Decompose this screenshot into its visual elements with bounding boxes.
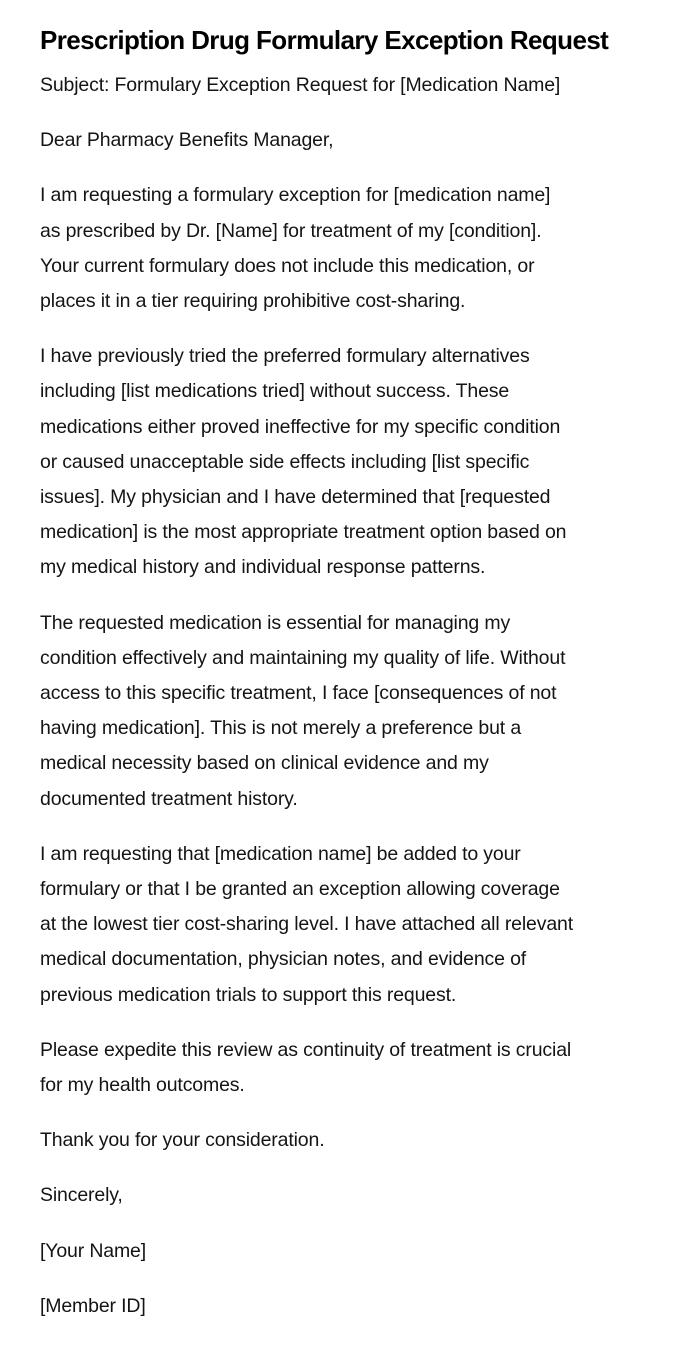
paragraph-line: Your current formulary does not include this medication, or	[40, 254, 535, 277]
paragraph-line: medical necessity based on clinical evidence and my	[40, 752, 489, 775]
paragraph-line: I am requesting that [medication name] be added to your	[40, 842, 521, 865]
paragraph-line: at the lowest tier cost-sharing level. I have attached all relevant	[40, 913, 573, 936]
salutation	[40, 123, 660, 158]
document-title: Prescription Drug Formulary Exception Request	[40, 25, 609, 55]
paragraph-line: for my health outcomes.	[40, 1074, 245, 1097]
paragraph-line: my medical history and individual response patterns.	[40, 556, 486, 579]
paragraph-line: medications either proved ineffective for my specific condition	[40, 415, 561, 438]
paragraph-line: places it in a tier requiring prohibitive cost-sharing.	[40, 290, 466, 313]
member-id-text: [Member ID]	[40, 1294, 146, 1317]
member-id	[40, 1289, 660, 1324]
paragraph-expedite	[40, 1033, 660, 1103]
paragraph-line: previous medication trials to support this request.	[40, 983, 457, 1006]
paragraph-line: The requested medication is essential for managing my	[40, 611, 511, 634]
paragraph-line: condition effectively and maintaining my quality of life. Without	[40, 646, 566, 669]
signature-name	[40, 1234, 660, 1269]
paragraph-coverage-request	[40, 837, 660, 1013]
thanks-text: Thank you for your consideration.	[40, 1129, 325, 1152]
paragraph-line: having medication]. This is not merely a preference but a	[40, 717, 522, 740]
paragraph-prior-trials	[40, 339, 660, 585]
closing-line	[40, 1178, 660, 1213]
subject-text: Subject: Formulary Exception Request for [Medication Name]	[40, 74, 561, 96]
thanks-line	[40, 1123, 660, 1158]
paragraph-line: I am requesting a formulary exception for [medication name]	[40, 184, 551, 207]
paragraph-line: access to this specific treatment, I face [consequences of not	[40, 682, 557, 705]
paragraph-line: formulary or that I be granted an exception allowing coverage	[40, 878, 560, 901]
paragraph-line: documented treatment history.	[40, 787, 298, 810]
paragraph-medical-necessity	[40, 606, 660, 817]
paragraph-line: I have previously tried the preferred formulary alternatives	[40, 345, 530, 368]
subject-line	[40, 68, 660, 103]
closing-text: Sincerely,	[40, 1184, 123, 1207]
paragraph-line: including [list medications tried] without success. These	[40, 380, 510, 403]
paragraph-line: or caused unacceptable side effects including [list specific	[40, 450, 530, 473]
paragraph-line: medical documentation, physician notes, and evidence of	[40, 948, 527, 971]
paragraph-request	[40, 178, 660, 319]
salutation-text: Dear Pharmacy Benefits Manager,	[40, 129, 334, 152]
paragraph-line: as prescribed by Dr. [Name] for treatment of my [condition].	[40, 219, 542, 242]
paragraph-line: Please expedite this review as continuity of treatment is crucial	[40, 1038, 572, 1061]
signature-name-text: [Your Name]	[40, 1239, 147, 1262]
paragraph-line: issues]. My physician and I have determined that [requested	[40, 486, 551, 509]
paragraph-line: medication] is the most appropriate treatment option based on	[40, 521, 567, 544]
